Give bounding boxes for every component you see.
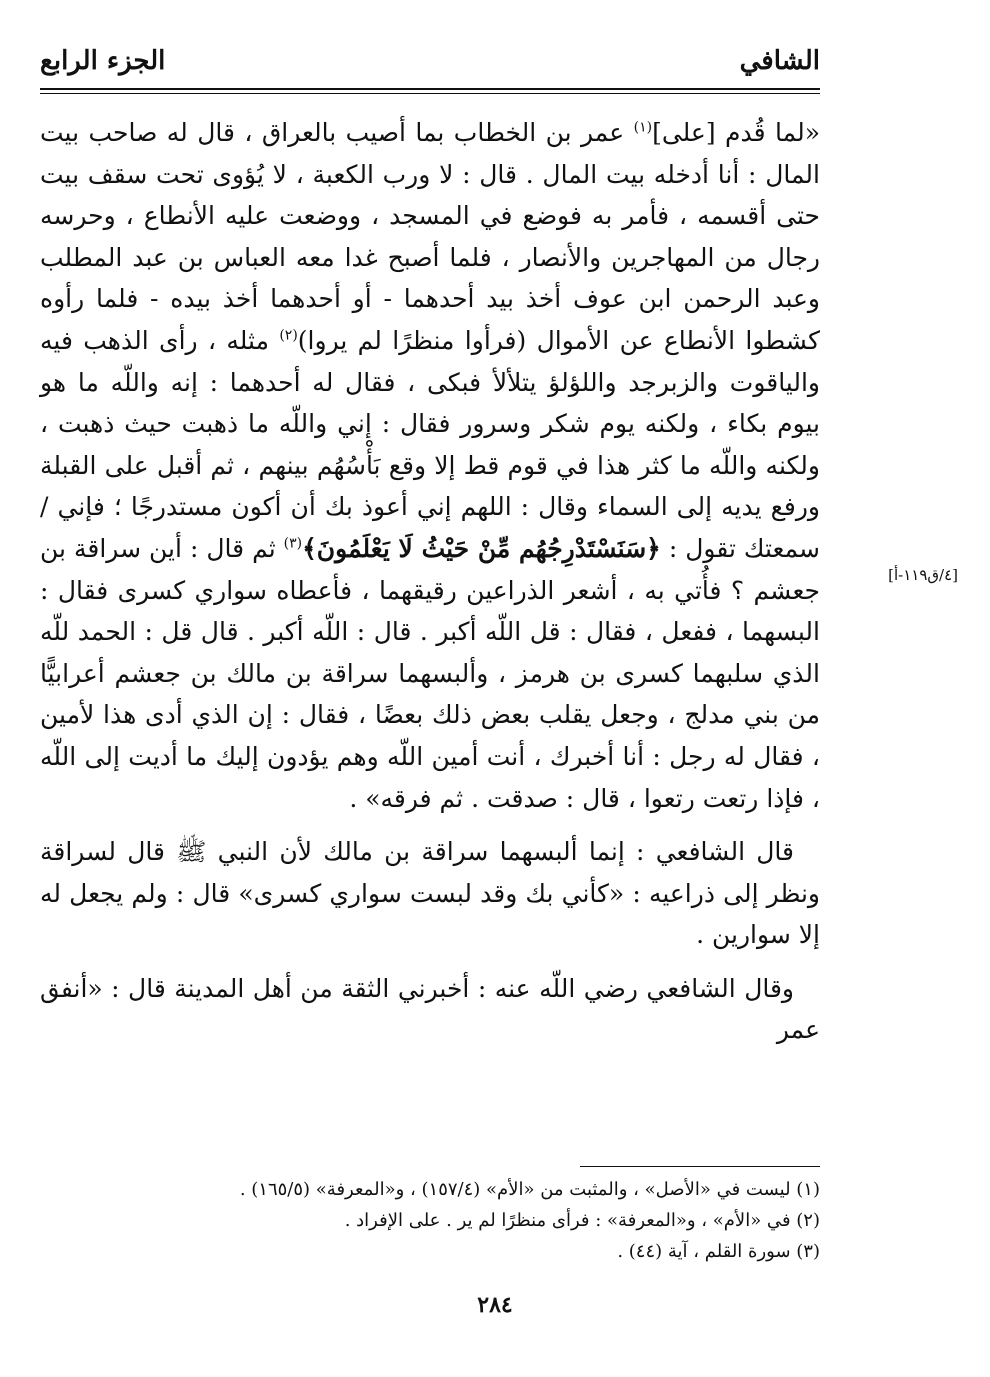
- footnote-3: (٣) سورة القلم ، آية (٤٤) .: [617, 1241, 820, 1262]
- part-title: الجزء الرابع: [40, 46, 166, 76]
- text-run: مثله ، رأى الذهب فيه والياقوت والزبرجد واللؤلؤ يتلألأ فبكى ، فقال له أحدهما : إنه واللّه ما هو بيوم بكاء ، ولكنه يوم شكر وسرور فقال : إني واللّه ما ذهبت حيث ذهبت ، ولكنه واللّه ما كثر هذا في قوم قط إلا وقع بَأْسُهُم بينهم ، ثم أقبل على القبلة ورفع يديه إلى السماء وقال : اللهم إني أعوذ بك أن أكون مستدرجًا ؛ فإني / سمعتك تقول :: [40, 325, 820, 563]
- main-text: [40, 112, 820, 1051]
- header-divider: [40, 88, 820, 94]
- quran-verse: ﴿سَنَسْتَدْرِجُهُم مِّنْ حَيْثُ لَا يَعْلَمُونَ﴾: [302, 533, 661, 563]
- text-run: ثم قال : أين سراقة بن جعشم ؟ فأُتي به ، أشعر الذراعين رقيقهما ، فأعطاه سواري كسرى فقال : البسهما ، ففعل ، فقال : قل اللّه أكبر . قال : اللّه أكبر . قال قل : الحمد للّه الذي سلبهما كسرى بن هرمز ، وألبسهما سراقة بن مالك بن جعشم أعرابيًّا من بني مدلج ، وجعل يقلب بعض ذلك بعضًا ، فقال : إن الذي أدى هذا لأمين ، فقال له رجل : أنا أخبرك ، أنت أمين اللّه وهم يؤدون إليك ما أديت إلى اللّه ، فإذا رتعت رتعوا ، قال : صدقت . ثم فرقه» .: [40, 533, 820, 813]
- text-run: عمر بن الخطاب بما أصيب بالعراق ، قال له صاحب بيت المال : أنا أدخله بيت المال . قال : لا ورب الكعبة ، لا يُؤوى تحت سقف بيت حتى أقسمه ، فأمر به فوضع في المسجد ، ووضعت عليه الأنطاع ، وحرسه رجال من المهاجرين والأنصار ، فلما أصبح غدا معه العباس بن عبد المطلب وعبد الرحمن ابن عوف أخذ بيد أحدهما - أو أحدهما أخذ بيده - فلما رأوه كشطوا الأنطاع عن الأموال (فرأوا منظرًا لم يروا): [40, 118, 820, 355]
- footnote-divider: [580, 1166, 820, 1167]
- footnotes: [40, 1174, 820, 1267]
- paragraph-2: قال الشافعي : إنما ألبسهما سراقة بن مالك لأن النبي ﷺ قال لسراقة ونظر إلى ذراعيه : «كأني بك وقد لبست سواري كسرى» قال : ولم يجعل له إلا سوارين .: [40, 837, 820, 950]
- paragraph-1: [40, 112, 820, 819]
- running-header: [40, 46, 820, 84]
- paragraph-3: وقال الشافعي رضي اللّه عنه : أخبرني الثقة من أهل المدينة قال : «أنفق عمر: [40, 973, 820, 1045]
- footnote-ref-2[interactable]: (٢): [279, 327, 298, 344]
- manuscript-folio-note: [٤/ق١١٩-أ]: [888, 566, 958, 584]
- footnote-1: (١) ليست في «الأصل» ، والمثبت من «الأم» (١٥٧/٤) ، و«المعرفة» (١٦٥/٥) .: [239, 1179, 820, 1200]
- footnote-ref-1[interactable]: (١): [633, 119, 653, 136]
- footnote-ref-3[interactable]: (٣): [283, 535, 303, 552]
- text-run: «لما قُدم [على]: [652, 118, 820, 147]
- footnote-2: (٢) في «الأم» ، و«المعرفة» : فرأى منظرًا لم ير . على الإفراد .: [344, 1210, 820, 1231]
- book-title: الشافي: [739, 46, 820, 76]
- page-number: ٢٨٤: [477, 1292, 513, 1318]
